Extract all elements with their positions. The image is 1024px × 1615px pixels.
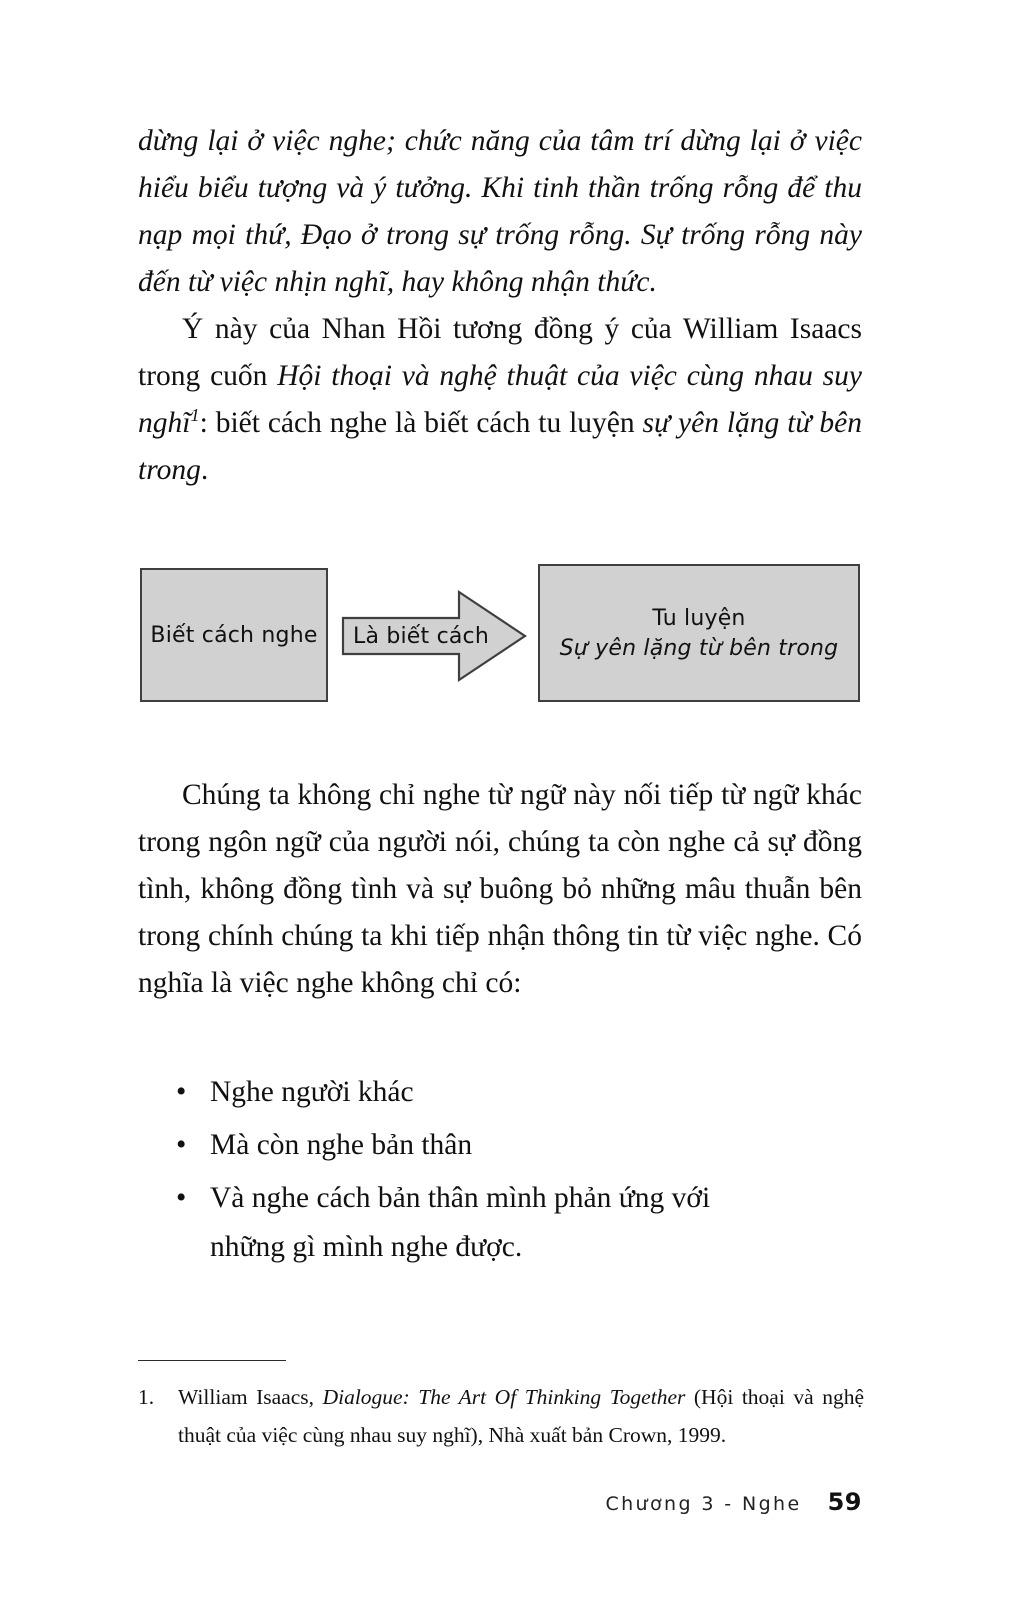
bullet-icon: • xyxy=(176,1076,187,1108)
paragraph-continued: dừng lại ở việc nghe; chức năng của tâm trí dừng lại ở việc hiểu biểu tượng và ý tưởng. Khi tinh thần trống rỗng để thu nạp mọi thứ, Đạo ở trong sự trống rỗng. Sự trống rỗng này đến từ việc nhịn nghĩ, hay không nhận thức. xyxy=(138,125,862,298)
footnote-text xyxy=(178,1378,864,1454)
list-item xyxy=(176,1174,864,1272)
book-title-vi: Hội thoại và nghệ thuật của việc cùng nhau suy nghĩ xyxy=(138,360,862,439)
bullet-icon: • xyxy=(176,1129,187,1161)
paragraph-after-diagram: Chúng ta không chỉ nghe từ ngữ này nối tiếp từ ngữ khác trong ngôn ngữ của người nói, chúng ta còn nghe cả sự đồng tình, không đồng tình và sự buông bỏ những mâu thuẫn bên trong chính chúng ta khi tiếp nhận thông tin từ việc nghe. Có nghĩa là việc nghe không chỉ có: xyxy=(138,779,862,999)
diagram-box-right-line1: Tu luyện xyxy=(652,605,746,631)
footnote-marker: 1 xyxy=(190,405,200,426)
list-item-text-line1: Và nghe cách bản thân mình phản ứng với xyxy=(210,1182,711,1214)
footer-page-number: 59 xyxy=(827,1488,862,1516)
list-item xyxy=(176,1068,864,1117)
list-item xyxy=(176,1121,864,1170)
paragraph-isaacs-seg1: Ý này của Nhan Hồi tương đồng ý của William Isaacs trong cuốn xyxy=(138,313,862,392)
page-footer xyxy=(138,1488,862,1516)
diagram-box-left-label: Biết cách nghe xyxy=(150,622,318,648)
paragraph-isaacs-emphasis: sự yên lặng từ bên trong xyxy=(138,407,862,486)
footnote-seg3: (Hội thoại và nghệ thuật của việc cùng nhau suy nghĩ), Nhà xuất bản Crown, 1999. xyxy=(178,1385,864,1447)
footer-chapter-label: Chương 3 - Nghe xyxy=(605,1493,802,1515)
footnote-number: 1. xyxy=(138,1385,155,1409)
diagram-arrow-label: Là biết cách xyxy=(353,623,489,649)
diagram-box-right-line2: Sự yên lặng từ bên trong xyxy=(559,635,839,661)
list-item-text: Nghe người khác xyxy=(210,1076,414,1108)
list-item-text xyxy=(210,1174,864,1272)
bullet-list xyxy=(176,1068,864,1276)
diagram-box-left xyxy=(140,568,328,702)
flow-diagram xyxy=(138,562,862,708)
footnote-book-title: Dialogue: The Art Of Thinking Together xyxy=(322,1385,686,1409)
footnote-separator xyxy=(138,1360,286,1361)
bullet-icon: • xyxy=(176,1182,187,1214)
list-item-text-line2: những gì mình nghe được. xyxy=(210,1231,523,1263)
footnote-seg1: William Isaacs, xyxy=(178,1385,323,1409)
paragraph-isaacs-seg3: : biết cách nghe là biết cách tu luyện xyxy=(199,407,643,439)
paragraph-isaacs-seg5: . xyxy=(200,454,209,486)
footnote xyxy=(138,1378,864,1454)
diagram-box-right xyxy=(538,564,860,702)
paragraph-isaacs xyxy=(138,306,862,494)
page-body-top xyxy=(138,118,862,494)
list-item-text: Mà còn nghe bản thân xyxy=(210,1129,473,1161)
page-body-middle xyxy=(138,772,862,1007)
